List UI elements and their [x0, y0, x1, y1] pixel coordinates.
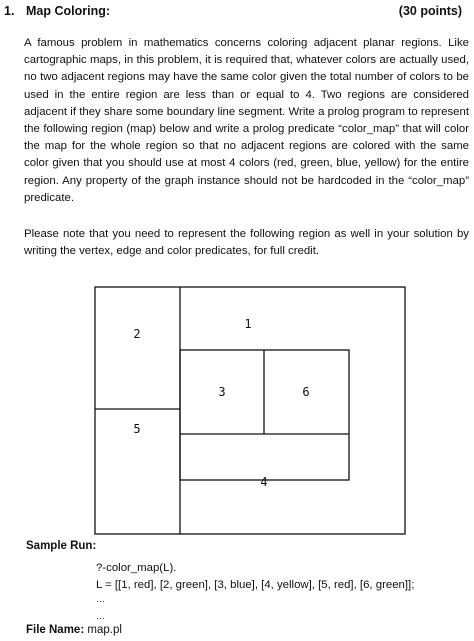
region-label-5: 5 — [133, 422, 141, 436]
sample-ellipsis-1: … — [96, 594, 105, 604]
sample-run-label: Sample Run: — [26, 540, 97, 552]
region-label-4: 4 — [260, 475, 268, 489]
region-label-6: 6 — [302, 385, 310, 399]
problem-description: A famous problem in mathematics concerns coloring adjacent planar regions. Like cartographic maps, in this problem, it is required that, whatever colors are actually used, no two adjacent regions may have the same color given the total number of colors to be used in the entire region are less than or equal to 4. Two regions are considered adjacent if they share some boundary line segment. Write a prolog program to represent the following region (map) below and write a prolog predicate “color_map” that will color the map for the whole region so that no adjacent regions are colored with the same color given that you should use at most 4 colors (red, green, blue, yellow) for the entire region. Any property of the graph instance should not be hardcoded in the “color_map” predicate. — [24, 37, 469, 204]
file-name-value: map.pl — [87, 624, 122, 636]
region-label-1: 1 — [244, 317, 252, 331]
question-number: 1. — [4, 4, 15, 18]
file-name-label: File Name: — [26, 624, 85, 636]
region-label-3: 3 — [218, 385, 226, 399]
sample-query: ?-color_map(L). — [96, 562, 177, 574]
sample-ellipsis-2: … — [96, 611, 105, 621]
file-name-line — [26, 624, 122, 636]
question-points: (30 points) — [398, 4, 462, 18]
representation-note: Please note that you need to represent the following region as well in your solution by writing the vertex, edge and color predicates, for full credit. — [24, 228, 469, 258]
sample-result: L = [[1, red], [2, green], [3, blue], [4, yellow], [5, red], [6, green]]; — [96, 579, 415, 591]
question-title: Map Coloring: — [26, 4, 111, 18]
region-label-2: 2 — [133, 327, 141, 341]
